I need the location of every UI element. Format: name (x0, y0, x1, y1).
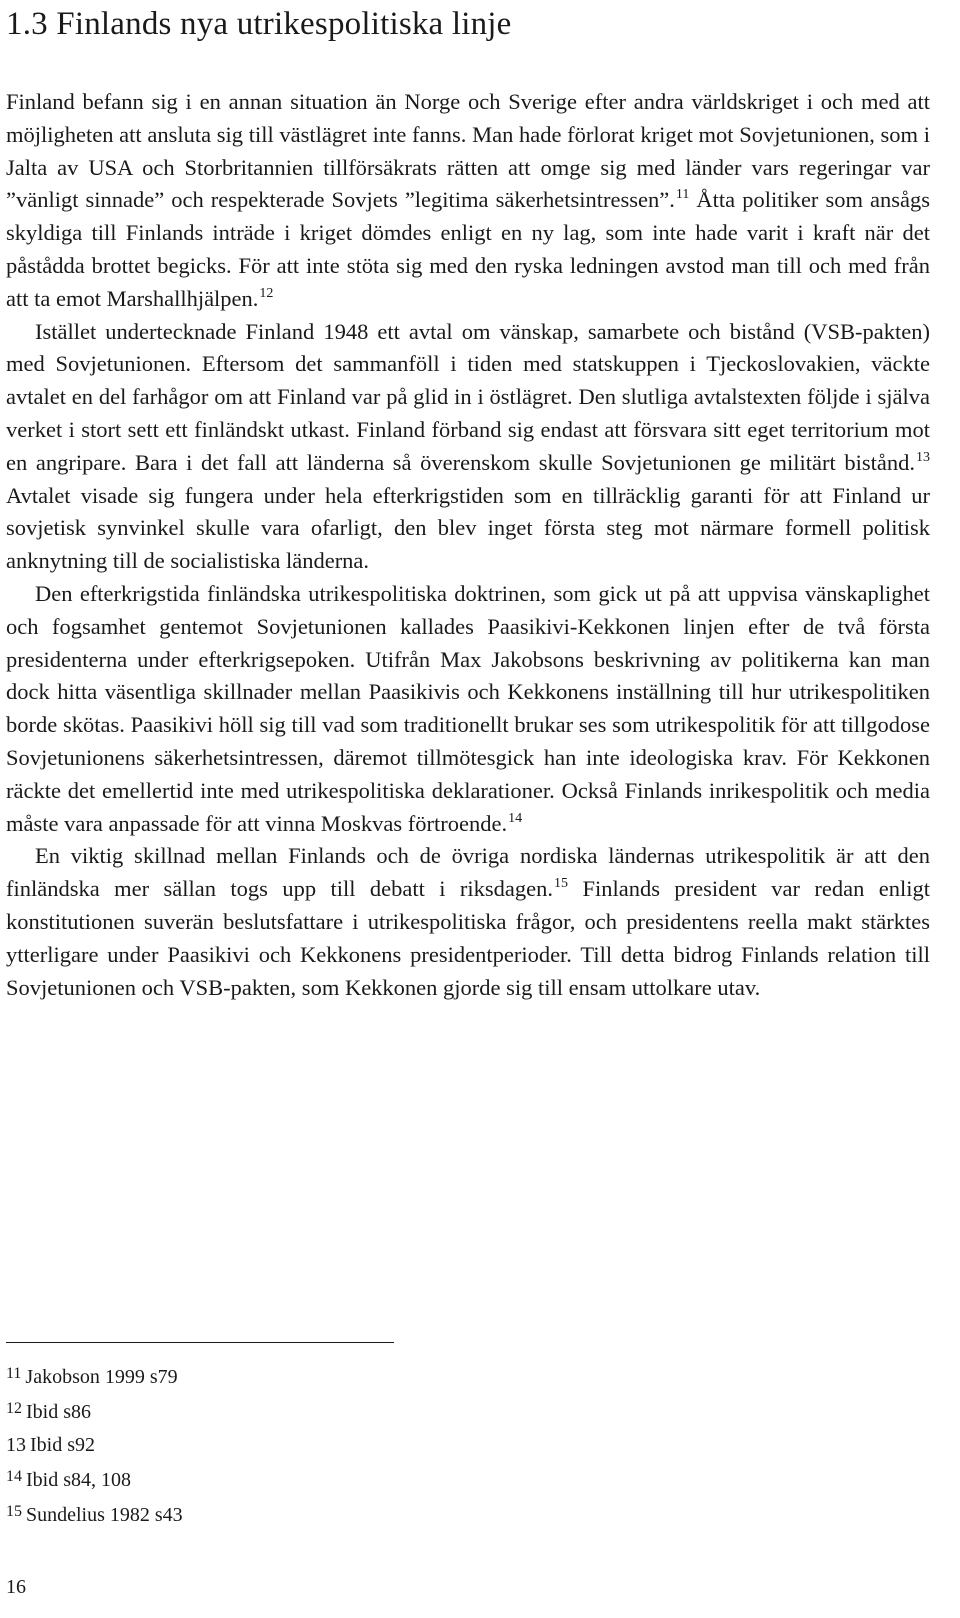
footnote-number: 12 (6, 1400, 22, 1418)
footnote (6, 1461, 183, 1496)
footnote (6, 1358, 183, 1393)
footnote-number: 11 (6, 1365, 22, 1382)
paragraph-text: Avtalet visade sig fungera under hela efterkrigstiden som en tillräcklig garanti för att Finland ur sovjetisk synvinkel skulle vara ofarligt, den blev inget första steg mot närmare formell politisk anknytning till de socialistiska länderna. (6, 482, 930, 574)
footnote-ref: 15 (554, 876, 569, 892)
paragraph (6, 316, 930, 578)
paragraph-text: En viktig skillnad mellan Finlands och de övriga nordiska ländernas utrikespolitik är att den finländska mer sällan togs upp till debatt i riksdagen. (6, 843, 930, 902)
footnote (6, 1429, 183, 1461)
footnote (6, 1496, 183, 1531)
footnote-number: 13 (6, 1433, 26, 1456)
footnote-ref: 13 (916, 449, 930, 465)
footnote-text: Ibid s86 (26, 1401, 91, 1424)
paragraph (6, 86, 930, 316)
paragraph-text: Finlands president var redan enligt konstitutionen suverän beslutsfattare i utrikespolitiska frågor, och presidentens reella makt stärktes ytterligare under Paasikivi och Kekkonens presidentperioder. Till detta bidrog Finlands relation till Sovjetunionen och VSB-pakten, som Kekkonen gjorde sig till ensam uttolkare utav. (6, 876, 931, 1000)
footnotes (6, 1358, 183, 1531)
section-heading: 1.3 Finlands nya utrikespolitiska linje (6, 6, 512, 42)
paragraph-text: Finland befann sig i en annan situation än Norge och Sverige efter andra världskriget i och med att möjligheten att ansluta sig till västlägret inte fanns. Man hade förlorat kriget mot Sovjetunionen, som i Jalta av USA och Storbritannien tillförsäkrats rätten att omge sig med länder vars regeringar var ”vänligt sinnade” och respekterade Sovjets ”legitima säkerhetsintressen”. (6, 89, 930, 213)
footnote-ref: 11 (675, 187, 690, 203)
paragraph (6, 578, 930, 840)
body-text (6, 86, 930, 1004)
page-number: 16 (6, 1576, 26, 1598)
paragraph (6, 840, 930, 1004)
footnote-ref: 12 (259, 285, 274, 301)
footnote-text: Ibid s92 (30, 1433, 95, 1456)
footnote-number: 15 (6, 1503, 22, 1521)
footnote-number: 14 (6, 1467, 22, 1485)
footnote-text: Jakobson 1999 s79 (25, 1366, 178, 1388)
paragraph-text: Istället undertecknade Finland 1948 ett avtal om vänskap, samarbete och bistånd (VSB-pakten) med Sovjetunionen. Eftersom det sammanföll i tiden med statskuppen i Tjeckoslovakien, väckte avtalet en del farhågor om att Finland var på glid in i östlägret. Den slutliga avtalstexten följde i själva verket i stort sett ett finländskt utkast. Finland förband sig endast att försvara sitt eget territorium mot en angripare. Bara i det fall att länderna så överenskom skulle Sovjetunionen ge militärt bistånd. (6, 318, 930, 475)
footnote-text: Sundelius 1982 s43 (26, 1504, 183, 1527)
footnote-text: Ibid s84, 108 (26, 1468, 131, 1491)
footnote-separator (6, 1342, 394, 1343)
footnote-ref: 14 (508, 810, 523, 826)
paragraph-text: Åtta politiker som ansågs skyldiga till Finlands inträde i kriget dömdes enligt en ny lag, som inte hade varit i kraft när det påstådda brottet begicks. För att inte stöta sig med den ryska ledningen avstod man till och med från att ta emot Marshallhjälpen. (6, 187, 931, 311)
footnote (6, 1393, 183, 1428)
paragraph-text: Den efterkrigstida finländska utrikespolitiska doktrinen, som gick ut på att uppvisa vänskaplighet och fogsamhet gentemot Sovjetunionen kallades Paasikivi-Kekkonen linjen efter de två första presidenterna under efterkrigsepoken. Utifrån Max Jakobsons beskrivning av politikerna kan man dock hitta väsentliga skillnader mellan Paasikivis och Kekkonens inställning till hur utrikespolitiken borde skötas. Paasikivi höll sig till vad som traditionellt brukar ses som utrikespolitik för att tillgodose Sovjetunionens säkerhetsintressen, däremot tillmötesgick han inte ideologiska krav. För Kekkonen räckte det emellertid inte med utrikespolitiska deklarationer. Också Finlands inrikespolitik och media måste vara anpassade för att vinna Moskvas förtroende. (6, 580, 930, 836)
